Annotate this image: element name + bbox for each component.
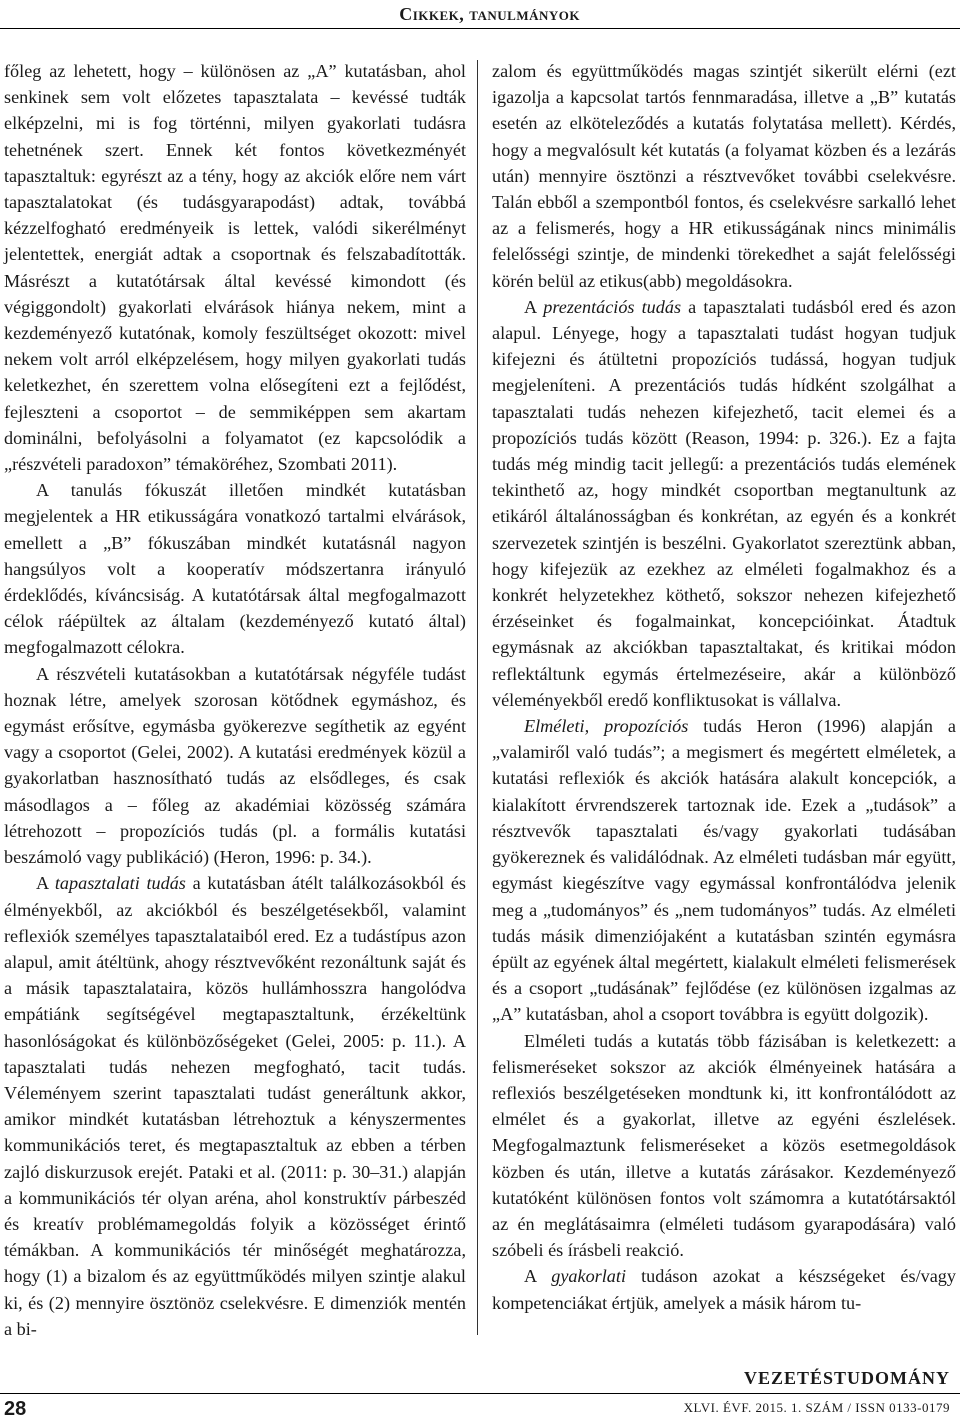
- right-paragraph-2: [492, 294, 956, 713]
- header-rule: [0, 28, 960, 29]
- right-p5-post: tudáson azokat a készségeket és/vagy kompetenciákat értjük, amelyek a másik három tu-: [492, 1266, 956, 1313]
- right-p5-pre: A: [524, 1266, 552, 1287]
- right-paragraph-1: zalom és együttműködés magas szintjét sikerült elérni (ezt igazolja a kapcsolat tartós fennmaradása, illetve a „B” kutatás esetén az elköteleződés a kutatás folytatása mellett). Kérdés, hogy a megvalósult két kutatás (a folyamat közben és a lezárás után) mennyire ösztönzi a résztvevőket további cselekvésre. Talán ebből a szempontból fontos, és cselekvésre sarkalló lehet az a felismerés, hogy a HR etikusságának nincs minimális felelősségi szintje, de mindenki törekedhet a saját felelősségi körén belül az etikus(abb) megoldásokra.: [492, 61, 956, 291]
- right-column: [492, 58, 956, 1316]
- left-column: [4, 58, 466, 1342]
- left-p4-post: a kutatásban átélt találkozásokból és élményekből, az akciókból és beszélgetésekből, valamint reflexiók személyes tapasztalataiból ered. Ez a tudástípus azon alapul, amit átéltünk, ahogy résztvevőként rezonáltunk saját és a másik tapasztalataira, közös hullámhosszra hangolódva empátiánk segítségével megtapasztaltunk, érzékeltünk hasonlóságokat és különbözőségeket (Gelei, 2005: p. 11.). A tapasztalati tudás nehezen megfogható, tacit tudás. Véleményem szerint tapasztalati tudást generáltunk akkor, amikor mindkét kutatásban létrehoztuk a kényszermentes kommunikációs teret, és megtapasztaltuk az ebben a térben zajló diskurzusok erejét. Pataki et al. (2011: p. 30–31.) alapján a kommunikációs tér olyan aréna, ahol konstruktív párbeszéd és kreatív problémamegoldás folyik a közösséget érintő témákban. A kommunikációs tér minőségét meghatározza, hogy (1) a bizalom és az együttműködés milyen szintje alakul ki, és (2) mennyire ösztönöz cselekvésre. E dimenziók mentén a bi-: [4, 873, 466, 1339]
- journal-issue: XLVI. ÉVF. 2015. 1. SZÁM / ISSN 0133-0179: [683, 1400, 950, 1415]
- journal-name: VEZETÉSTUDOMÁNY: [743, 1368, 950, 1388]
- left-paragraph-1: főleg az lehetett, hogy – különösen az „A” kutatásban, ahol senkinek sem volt előzetes tapasztalata – kevéssé tudták elképzelni, mi is fog történni, milyen gyakorlati tudásra tehetnének szert. Ennek két fontos következményét tapasztaltuk: egyrészt az a tény, hogy az akciók előre nem várt tapasztalatokat (és tudásgyarapodást) adtak, továbbá kézzelfogható eredményeik is lettek, valódi sikerélményt jelentettek, energiát adtak a csoportnak és felszabadították. Másrészt a kutatótársak által kevéssé kimondott (és végiggondolt) gyakorlati elvárások hiánya nekem, mint a kezdeményező kutatónak, komoly feszültséget okozott: mivel nekem volt arról elképzelésem, hogy milyen gyakorlati tudás keletkezhet, én szerettem volna elősegíteni ezt a fejlődést, fejleszteni a csoportot – de semmiképpen sem akartam dominálni, befolyásolni a folyamatot (ez kapcsolódik a „részvételi paradoxon” témaköréhez, Szombati 2011).: [4, 61, 466, 475]
- column-divider: [477, 60, 478, 1335]
- right-p2-emphasis: prezentációs tudás: [543, 296, 682, 317]
- right-p5-emphasis: gyakorlati: [551, 1266, 626, 1287]
- right-paragraph-4: Elméleti tudás a kutatás több fázisában is keletkezett: a felismeréseket sokszor az akciók élményeinek hatására a reflexiós beszélgetéseken mondtunk ki, itt konfrontálódott az elmélet és a gyakorlat, illetve az egyéni észlelések. Megfogalmaztunk felismeréseket a közös esetmegoldások közben és után, illetve a kutatás zárásakor. Kezdeményező kutatóként különösen fontos volt számomra a kutatótársaktól az én meglátásaimra (elméleti tudásom gyarapodására) való szóbeli és írásbeli reakció.: [492, 1030, 956, 1261]
- running-header: Cikkek, tanulmányok: [399, 4, 580, 24]
- left-paragraph-4: [4, 870, 466, 1342]
- left-p4-emphasis: tapasztalati tudás: [54, 873, 186, 894]
- right-p3-emphasis: Elméleti, propozíciós: [524, 716, 689, 737]
- right-paragraph-3: [492, 713, 956, 1027]
- right-p2-post: a tapasztalati tudásból ered és azon alapul. Lényege, hogy a tapasztalati tudást hogyan tudjuk kifejezni és átültetni propozíciós tudássá, hogyan tudjuk megjeleníteni. A prezentációs tudás hídként szolgálhat a tapasztalati tudás nehezen kifejezhető, tacit elemei és a propozíciós tudás között (Reason, 1994: p. 326.). Ez a fajta tudás még mindig tacit jellegű: a prezentációs tudás elemének tekinthető az, hogy mindkét csoportban megtanultunk az etikáról általánosságban és konkrétan, az egyén és a konkrét szervezetek szintjén is beszélni. Gyakorlatot szereztünk abban, hogy kifejezük az ezekhez az elméleti fogalmakhoz és a konkrét helyzetekhez köthető, sokszor nehezen kifejezhető érzéseinket és fogalmainkat, koncepcióinkat. Átadtuk egymásnak az akciókban tapasztaltakat, és kritikai módon reflektáltunk egymás értelmezéseire, akár a különböző véleményekből eredő konfliktusokat is vállalva.: [492, 296, 956, 710]
- right-p3-post: tudás Heron (1996) alapján a „valamiről való tudás”; a megismert és megértett elméletek, a kutatási reflexiók és akciók hatására alakult koncepciók, a kialakított érvrendszerek tartoznak ide. Ezek a „tudások” a résztvevők tapasztalati és/vagy gyakorlati tudásában gyökereznek és validálódnak. Az elméleti tudásban már együtt, egymást kiegészítve vagy egymással konfrontálódva jelenik meg a „tudományos” és „nem tudományos” tudás. Az elméleti tudás másik dimenziójaként a kutatásban szintén egymásra épült az egyének által megértett, kialakult elméleti felismerések és a csoport „tudásának” fejlődése (ez különösen izgalmas az „A” kutatásban, ahol a csoport továbbra is együtt dolgozik).: [492, 716, 956, 1025]
- footer-rule: [0, 1393, 960, 1394]
- page-number: 28: [4, 1398, 27, 1420]
- left-p4-pre: A: [36, 873, 55, 894]
- right-paragraph-5: [492, 1263, 956, 1315]
- left-paragraph-3: A részvételi kutatásokban a kutatótársak négyféle tudást hoznak létre, amelyek szorosan kötődnek egymáshoz, és egymást erősítve, egymásba gyökerezve segíthetik az egyént vagy a csoportot (Gelei, 2002). A kutatási eredmények közül a gyakorlatban hasznosítható tudás az elsődleges, és csak másodlagos a – főleg az akadémiai közösség számára létrehozott – propozíciós tudás (pl. a formális kutatási beszámoló vagy publikáció) (Heron, 1996: p. 34.).: [4, 663, 466, 868]
- right-p2-pre: A: [524, 296, 544, 317]
- left-paragraph-2: A tanulás fókuszát illetően mindkét kutatásban megjelentek a HR etikusságára vonatkozó tartalmi elvárások, emellett a „B” fókuszában mindkét kutatásnál nagyon hangsúlyos volt a kooperatív módszertanra irányuló érdeklődés, kíváncsiság. A kutatótársak által megfogalmazott célok ráépültek az általam (kezdeményező kutató által) megfogalmazott célokra.: [4, 480, 466, 658]
